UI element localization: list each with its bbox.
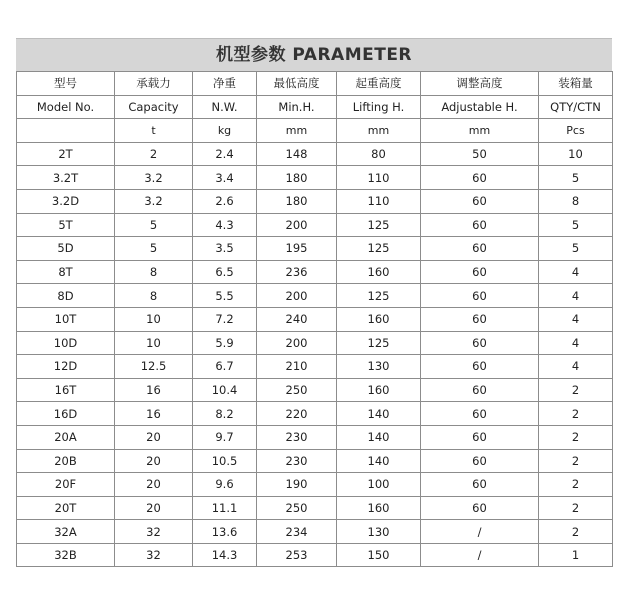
cell-weight: 3.5 [193, 237, 257, 261]
cell-model: 20B [17, 449, 115, 473]
cell-min-height: 230 [257, 425, 337, 449]
header-en-qty: QTY/CTN [539, 95, 613, 119]
cell-qty: 4 [539, 284, 613, 308]
cell-capacity: 20 [115, 496, 193, 520]
cell-weight: 5.9 [193, 331, 257, 355]
cell-qty: 2 [539, 496, 613, 520]
cell-adjustable-height: 60 [421, 189, 539, 213]
table-row [17, 425, 613, 449]
cell-adjustable-height: 60 [421, 402, 539, 426]
header-cn-model: 型号 [17, 72, 115, 96]
cell-min-height: 220 [257, 402, 337, 426]
cell-weight: 6.7 [193, 355, 257, 379]
header-en-min-height: Min.H. [257, 95, 337, 119]
cell-lifting-height: 160 [337, 378, 421, 402]
cell-adjustable-height: 60 [421, 496, 539, 520]
cell-lifting-height: 110 [337, 189, 421, 213]
cell-model: 5T [17, 213, 115, 237]
cell-model: 32B [17, 543, 115, 567]
cell-model: 32A [17, 520, 115, 544]
header-en-adjustable-height: Adjustable H. [421, 95, 539, 119]
cell-qty: 1 [539, 543, 613, 567]
unit-model [17, 119, 115, 143]
cell-min-height: 250 [257, 378, 337, 402]
cell-min-height: 200 [257, 284, 337, 308]
cell-model: 8D [17, 284, 115, 308]
cell-model: 10T [17, 307, 115, 331]
cell-lifting-height: 125 [337, 331, 421, 355]
table-row [17, 543, 613, 567]
cell-capacity: 8 [115, 260, 193, 284]
cell-adjustable-height: 60 [421, 449, 539, 473]
cell-adjustable-height: / [421, 520, 539, 544]
unit-qty: Pcs [539, 119, 613, 143]
cell-min-height: 180 [257, 189, 337, 213]
cell-capacity: 12.5 [115, 355, 193, 379]
cell-qty: 4 [539, 331, 613, 355]
header-cn-adjustable-height: 调整高度 [421, 72, 539, 96]
cell-qty: 8 [539, 189, 613, 213]
cell-lifting-height: 160 [337, 260, 421, 284]
cell-model: 5D [17, 237, 115, 261]
cell-capacity: 10 [115, 331, 193, 355]
cell-adjustable-height: 60 [421, 425, 539, 449]
cell-capacity: 3.2 [115, 166, 193, 190]
table-row [17, 331, 613, 355]
cell-capacity: 2 [115, 142, 193, 166]
cell-model: 12D [17, 355, 115, 379]
cell-lifting-height: 130 [337, 520, 421, 544]
cell-qty: 2 [539, 378, 613, 402]
cell-capacity: 16 [115, 378, 193, 402]
cell-weight: 10.5 [193, 449, 257, 473]
cell-weight: 2.4 [193, 142, 257, 166]
header-cn-lifting-height: 起重高度 [337, 72, 421, 96]
cell-adjustable-height: 60 [421, 237, 539, 261]
cell-capacity: 20 [115, 425, 193, 449]
cell-qty: 2 [539, 425, 613, 449]
cell-lifting-height: 80 [337, 142, 421, 166]
unit-lifting-height: mm [337, 119, 421, 143]
parameter-table-container [16, 38, 612, 567]
header-en-model: Model No. [17, 95, 115, 119]
cell-model: 16T [17, 378, 115, 402]
cell-weight: 6.5 [193, 260, 257, 284]
cell-qty: 5 [539, 237, 613, 261]
cell-min-height: 148 [257, 142, 337, 166]
header-cn-min-height: 最低高度 [257, 72, 337, 96]
cell-min-height: 180 [257, 166, 337, 190]
table-row [17, 260, 613, 284]
cell-adjustable-height: 60 [421, 331, 539, 355]
cell-qty: 4 [539, 355, 613, 379]
cell-capacity: 5 [115, 237, 193, 261]
table-row [17, 402, 613, 426]
header-en-lifting-height: Lifting H. [337, 95, 421, 119]
cell-model: 20F [17, 473, 115, 497]
cell-lifting-height: 150 [337, 543, 421, 567]
cell-capacity: 5 [115, 213, 193, 237]
cell-lifting-height: 110 [337, 166, 421, 190]
cell-model: 20A [17, 425, 115, 449]
cell-qty: 4 [539, 307, 613, 331]
cell-weight: 7.2 [193, 307, 257, 331]
cell-lifting-height: 125 [337, 284, 421, 308]
table-row [17, 284, 613, 308]
cell-adjustable-height: / [421, 543, 539, 567]
cell-min-height: 190 [257, 473, 337, 497]
cell-lifting-height: 125 [337, 237, 421, 261]
cell-weight: 3.4 [193, 166, 257, 190]
cell-min-height: 253 [257, 543, 337, 567]
table-row [17, 213, 613, 237]
cell-weight: 9.6 [193, 473, 257, 497]
cell-weight: 9.7 [193, 425, 257, 449]
table-row [17, 520, 613, 544]
header-row-cn [17, 72, 613, 96]
cell-model: 10D [17, 331, 115, 355]
cell-adjustable-height: 60 [421, 355, 539, 379]
cell-lifting-height: 160 [337, 307, 421, 331]
cell-min-height: 200 [257, 331, 337, 355]
cell-adjustable-height: 60 [421, 166, 539, 190]
cell-capacity: 8 [115, 284, 193, 308]
header-en-capacity: Capacity [115, 95, 193, 119]
cell-lifting-height: 160 [337, 496, 421, 520]
units-row [17, 119, 613, 143]
cell-model: 20T [17, 496, 115, 520]
cell-model: 3.2T [17, 166, 115, 190]
parameter-table [16, 71, 613, 567]
cell-adjustable-height: 60 [421, 260, 539, 284]
header-cn-capacity: 承载力 [115, 72, 193, 96]
cell-lifting-height: 130 [337, 355, 421, 379]
unit-adjustable-height: mm [421, 119, 539, 143]
cell-weight: 8.2 [193, 402, 257, 426]
table-row [17, 496, 613, 520]
cell-capacity: 16 [115, 402, 193, 426]
cell-qty: 4 [539, 260, 613, 284]
cell-min-height: 210 [257, 355, 337, 379]
table-title: 机型参数 PARAMETER [16, 38, 612, 71]
unit-min-height: mm [257, 119, 337, 143]
header-row-en [17, 95, 613, 119]
cell-min-height: 250 [257, 496, 337, 520]
table-row [17, 307, 613, 331]
cell-qty: 2 [539, 449, 613, 473]
cell-weight: 10.4 [193, 378, 257, 402]
cell-min-height: 236 [257, 260, 337, 284]
cell-adjustable-height: 60 [421, 378, 539, 402]
cell-weight: 5.5 [193, 284, 257, 308]
cell-lifting-height: 100 [337, 473, 421, 497]
cell-lifting-height: 125 [337, 213, 421, 237]
cell-min-height: 200 [257, 213, 337, 237]
cell-lifting-height: 140 [337, 449, 421, 473]
cell-capacity: 3.2 [115, 189, 193, 213]
cell-lifting-height: 140 [337, 402, 421, 426]
cell-adjustable-height: 60 [421, 213, 539, 237]
table-row [17, 166, 613, 190]
cell-qty: 2 [539, 520, 613, 544]
cell-qty: 5 [539, 213, 613, 237]
cell-lifting-height: 140 [337, 425, 421, 449]
cell-model: 2T [17, 142, 115, 166]
table-row [17, 449, 613, 473]
cell-qty: 2 [539, 473, 613, 497]
unit-capacity: t [115, 119, 193, 143]
cell-adjustable-height: 50 [421, 142, 539, 166]
table-row [17, 355, 613, 379]
header-en-weight: N.W. [193, 95, 257, 119]
cell-capacity: 20 [115, 449, 193, 473]
unit-weight: kg [193, 119, 257, 143]
cell-weight: 2.6 [193, 189, 257, 213]
table-row [17, 378, 613, 402]
table-row [17, 142, 613, 166]
cell-adjustable-height: 60 [421, 284, 539, 308]
cell-qty: 2 [539, 402, 613, 426]
table-row [17, 189, 613, 213]
cell-weight: 4.3 [193, 213, 257, 237]
header-cn-qty: 装箱量 [539, 72, 613, 96]
cell-capacity: 32 [115, 543, 193, 567]
cell-min-height: 230 [257, 449, 337, 473]
table-row [17, 237, 613, 261]
cell-model: 8T [17, 260, 115, 284]
cell-min-height: 195 [257, 237, 337, 261]
cell-capacity: 32 [115, 520, 193, 544]
cell-model: 16D [17, 402, 115, 426]
cell-min-height: 240 [257, 307, 337, 331]
header-cn-weight: 净重 [193, 72, 257, 96]
cell-adjustable-height: 60 [421, 473, 539, 497]
cell-qty: 10 [539, 142, 613, 166]
cell-min-height: 234 [257, 520, 337, 544]
cell-capacity: 20 [115, 473, 193, 497]
cell-capacity: 10 [115, 307, 193, 331]
cell-weight: 13.6 [193, 520, 257, 544]
table-row [17, 473, 613, 497]
cell-weight: 11.1 [193, 496, 257, 520]
cell-qty: 5 [539, 166, 613, 190]
cell-adjustable-height: 60 [421, 307, 539, 331]
cell-model: 3.2D [17, 189, 115, 213]
cell-weight: 14.3 [193, 543, 257, 567]
